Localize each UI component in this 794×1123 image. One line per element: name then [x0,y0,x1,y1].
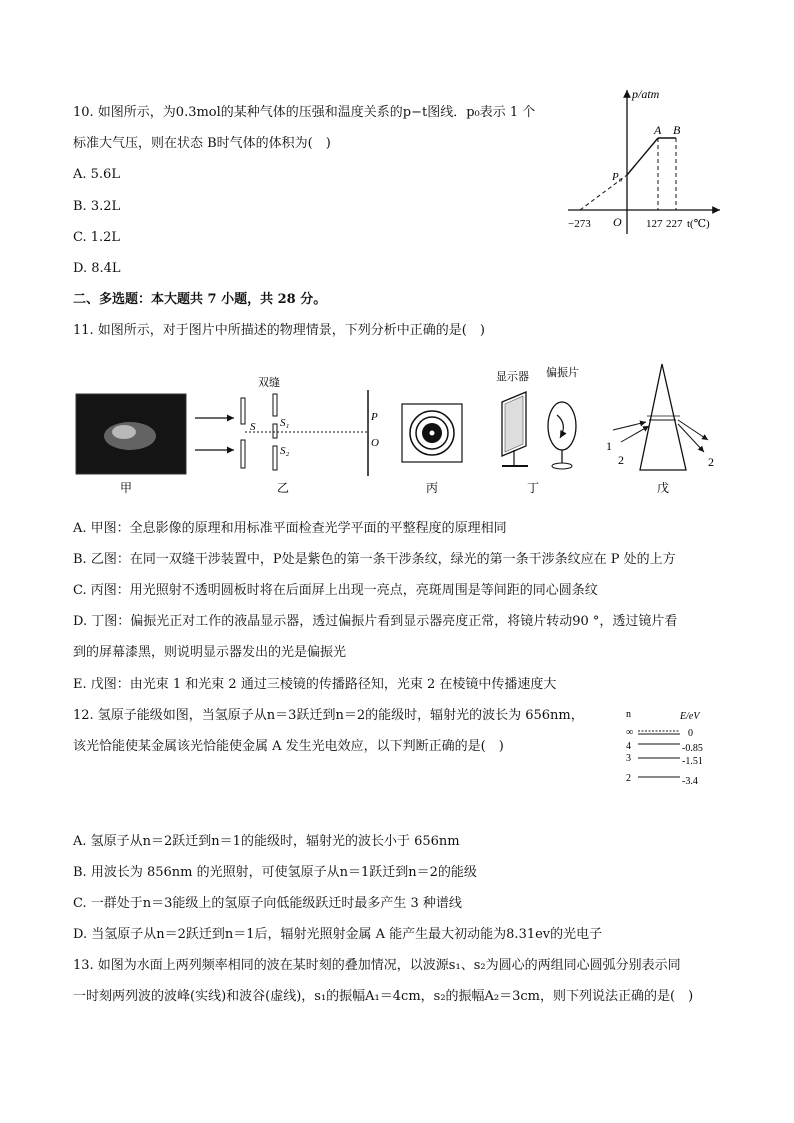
q11-figure [72,360,742,500]
label-s: S [250,421,256,433]
panel-yi [195,375,379,495]
q10-option-b: B. 3.2L [73,199,121,214]
label-o: O [371,437,379,449]
q12-stem-line1: 12. 氢原子能级如图，当氢原子从n＝3跃迁到n＝2的能级时，辐射光的波长为 656nm， [73,708,584,723]
q11-option-d: D. 丁图：偏振光正对工作的液晶显示器，透过偏振片看到显示器亮度正常，将镜片转动90 °，透过镜片看 [73,614,678,629]
x-axis-label: t(℃) [687,218,710,230]
point-b-label: B [673,123,681,137]
q12-energy-levels [620,705,730,790]
level-2-e: -3.4 [682,776,698,787]
section2-header: 二、多选题：本大题共 7 小题，共 28 分。 [73,292,327,307]
level-4-e: -0.85 [682,743,703,754]
label-p: P [371,411,378,423]
panel-ding [496,365,579,495]
beam1-label: 1 [606,439,612,453]
tick-227: 227 [666,218,683,230]
caption-yi: 乙 [277,481,290,495]
label-monitor: 显示器 [496,370,529,383]
q12-stem-line2: 该光恰能使某金属该光恰能使金属 A 发生光电效应，以下判断正确的是( ) [73,739,504,754]
q13-stem-line1: 13. 如图为水面上两列频率相同的波在某时刻的叠加情况，以波源s₁、s₂为圆心的两组同心圆弧分别表示同 [73,958,681,973]
caption-jia: 甲 [120,481,133,495]
level-inf-e: 0 [688,728,693,739]
point-a-label: A [654,123,662,137]
level-4-n: 4 [626,741,631,752]
level-3-e: -1.51 [682,756,703,767]
label-s1: S₁ [280,417,290,429]
q10-stem-line1: 10. 如图所示，为0.3mol的某种气体的压强和温度关系的p−t图线．p₀表示 1 个 [73,105,536,120]
p0-label: P₀ [612,171,623,183]
q10-option-c: C. 1.2L [73,230,121,245]
y-axis-label: p/atm [632,87,660,101]
q11-option-b: B. 乙图：在同一双缝干涉装置中，P处是紫色的第一条干涉条纹，绿光的第一条干涉条纹应在 P 处的上方 [73,552,676,567]
level-inf-n: ∞ [626,727,634,738]
q10-option-d: D. 8.4L [73,261,121,276]
origin-label: O [613,215,622,229]
q12-option-c: C. 一群处于n＝3能级上的氢原子向低能级跃迁时最多产生 3 种谱线 [73,896,462,911]
q12-option-d: D. 当氢原子从n＝2跃迁到n＝1后，辐射光照射金属 A 能产生最大初动能为8.31ev的光电子 [73,927,603,942]
q12-option-b: B. 用波长为 856nm 的光照射，可使氢原子从n＝1跃迁到n＝2的能级 [73,865,477,880]
beam2-label-out: 2 [708,455,714,469]
n-label: n [626,709,631,720]
q11-option-e: E. 戊图：由光束 1 和光束 2 通过三棱镜的传播路径知，光束 2 在棱镜中传播速度大 [73,677,557,692]
q10-pt-graph [560,82,725,242]
label-double-slit: 双缝 [258,376,280,389]
label-s2: S₂ [280,445,290,457]
label-polarizer: 偏振片 [546,366,579,379]
beam2-label-in: 2 [618,453,624,467]
q10-option-a: A. 5.6L [73,167,120,182]
tick-neg273: −273 [568,218,591,230]
q13-stem-line2: 一时刻两列波的波峰(实线)和波谷(虚线)，s₁的振幅A₁＝4cm，s₂的振幅A₂＝3cm，则下列说法正确的是( ) [73,989,694,1004]
level-2-n: 2 [626,773,631,784]
q11-option-d-cont: 到的屏幕漆黑，则说明显示器发出的光是偏振光 [73,645,347,660]
panel-bing [402,404,462,495]
level-3-n: 3 [626,753,631,764]
q12-option-a: A. 氢原子从n＝2跃迁到n＝1的能级时，辐射光的波长小于 656nm [73,834,460,849]
e-label: E/eV [680,711,700,722]
tick-127: 127 [646,218,663,230]
p-t-solid-line [627,138,658,175]
panel-jia [76,394,186,495]
q11-option-c: C. 丙图：用光照射不透明圆板时将在后面屏上出现一亮点，亮斑周围是等间距的同心圆条纹 [73,583,598,598]
q10-stem-line2: 标准大气压，则在状态 B时气体的体积为( ) [73,136,331,151]
caption-ding: 丁 [527,481,540,495]
caption-wu: 戊 [657,481,670,495]
panel-wu [606,364,714,495]
q11-option-a: A. 甲图：全息影像的原理和用标准平面检查光学平面的平整程度的原理相同 [73,521,507,536]
caption-bing: 丙 [426,481,439,495]
q11-stem: 11. 如图所示，对于图片中所描述的物理情景，下列分析中正确的是( ) [73,323,485,338]
